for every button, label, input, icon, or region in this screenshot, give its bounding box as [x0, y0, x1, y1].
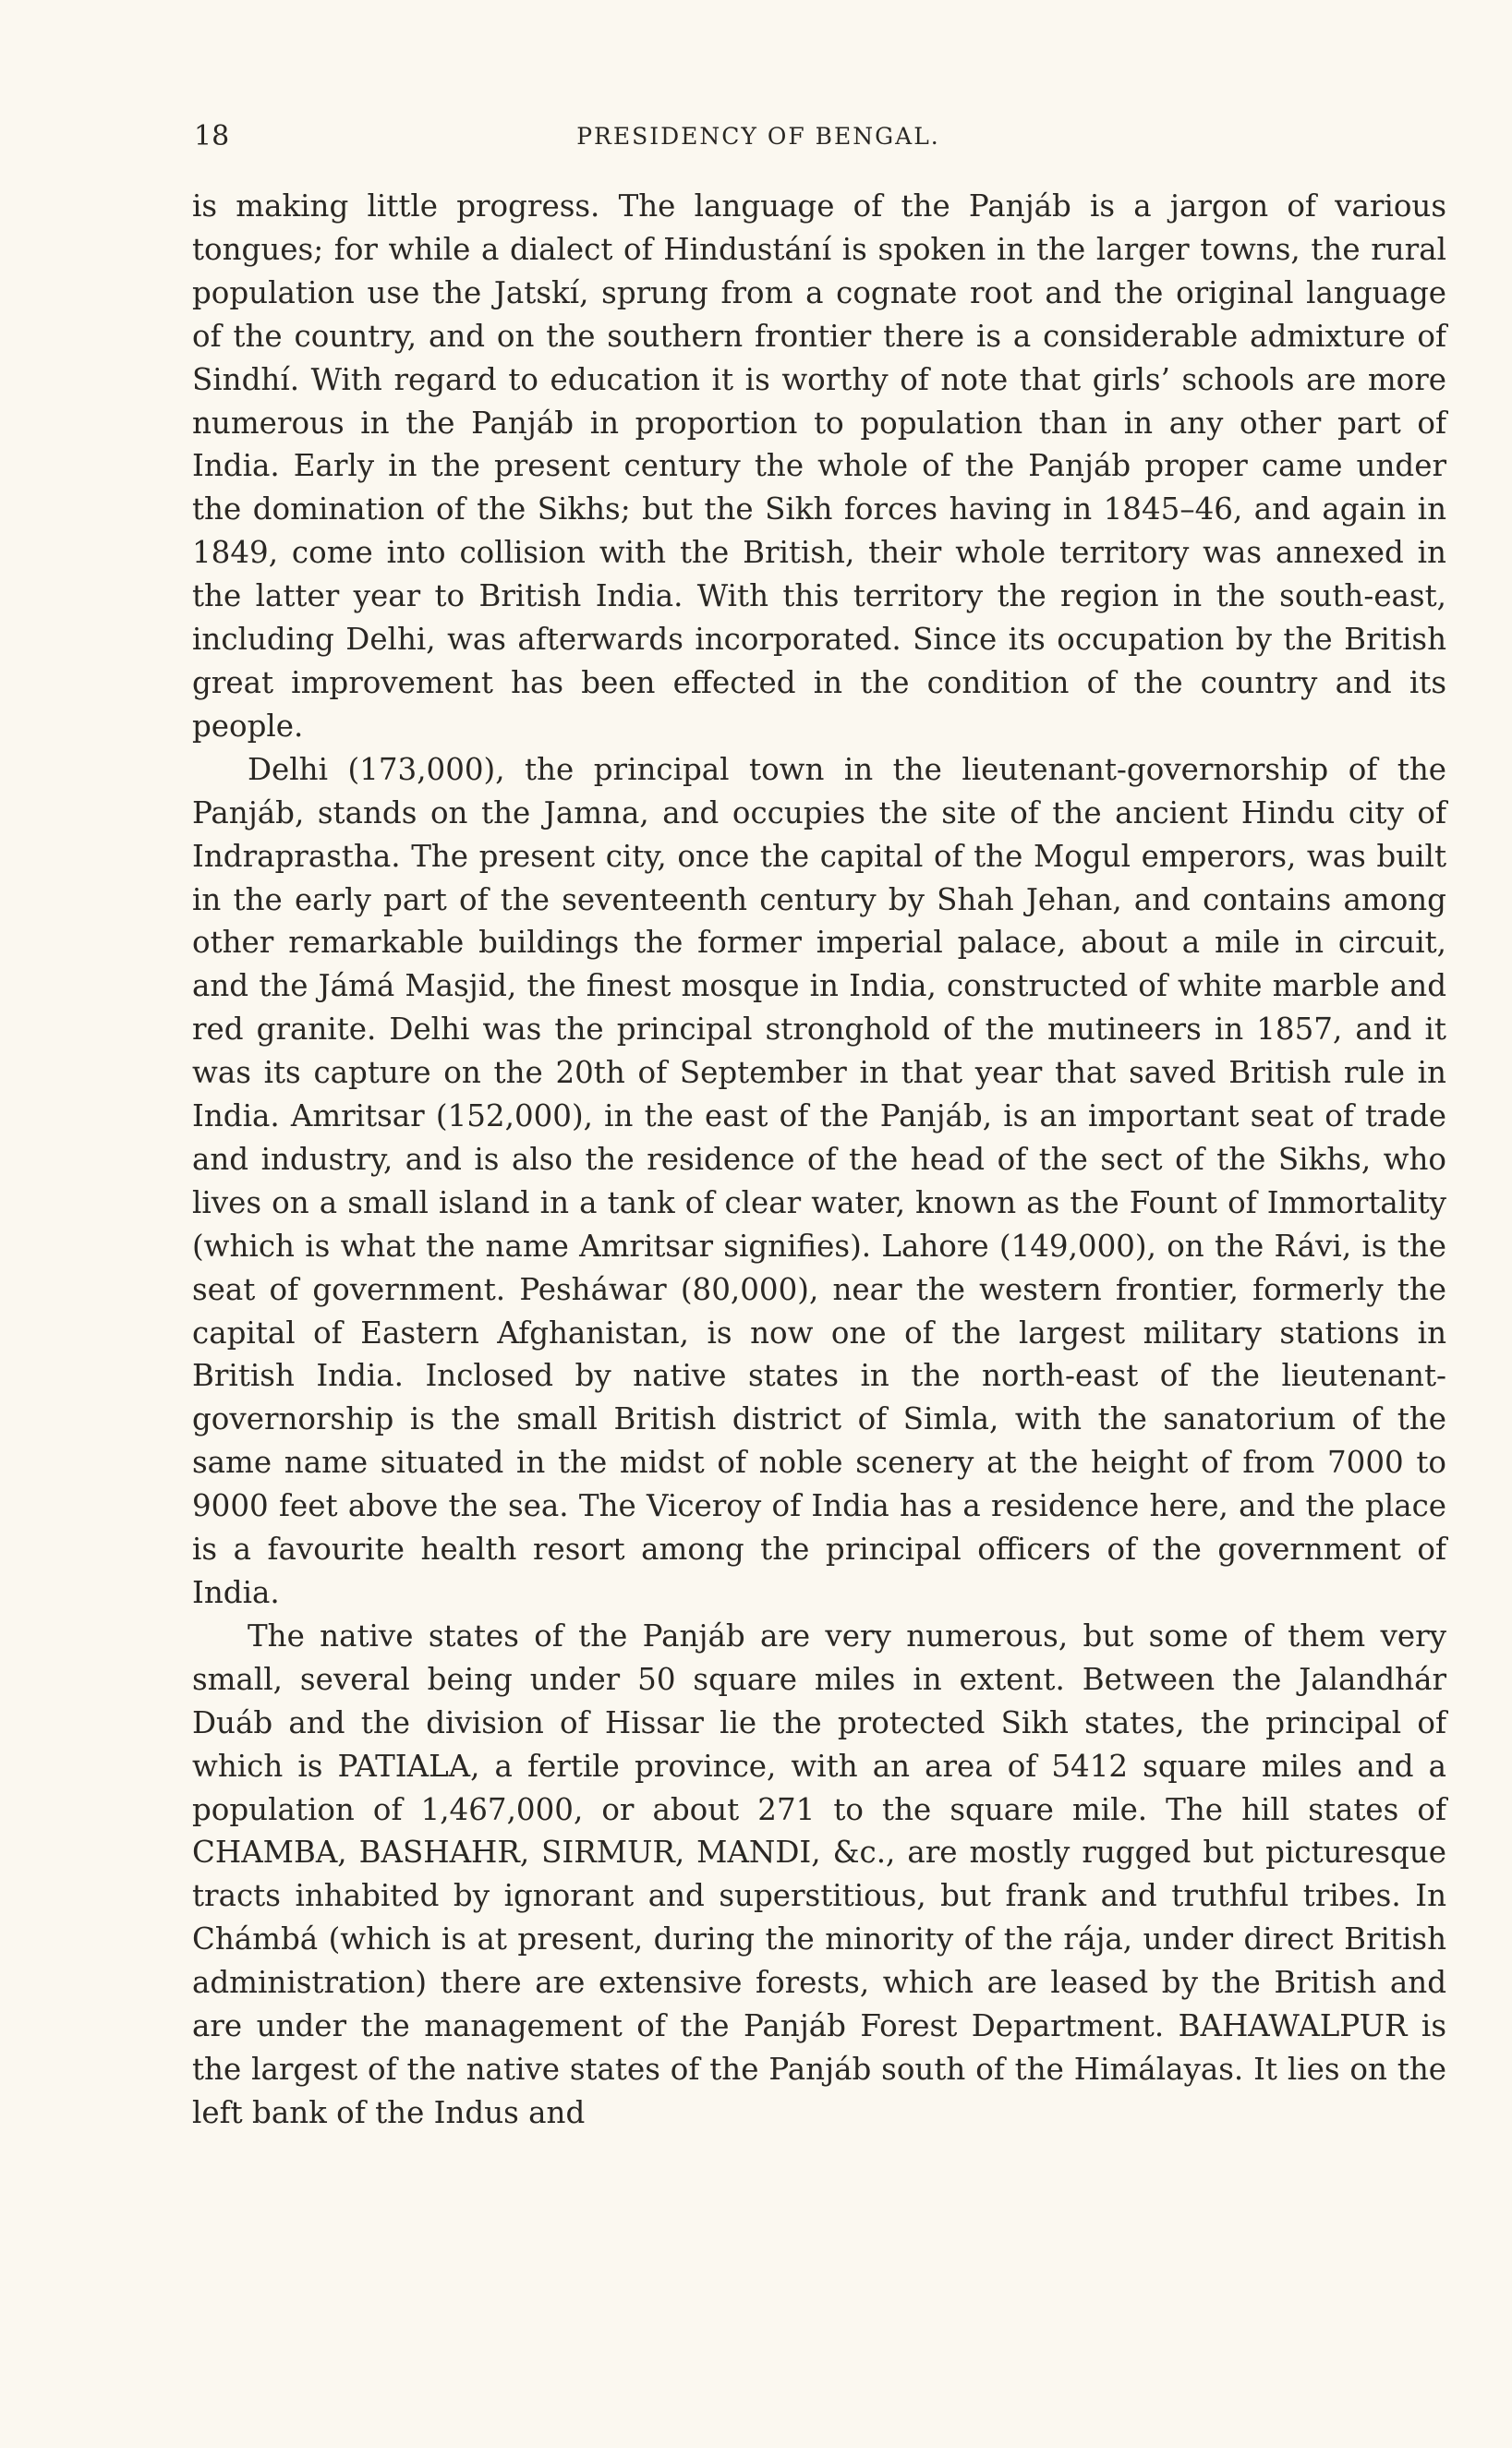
running-head: [194, 118, 1323, 155]
paragraph: Delhi (173,000), the principal town in the lieutenant-governorship of the Panjáb, stands on the Jamna, and occupies the site of the ancient Hindu city of Indraprastha. The present city, once the capital of the Mogul emperors, was built in the early part of the seventeenth century by Shah Jehan, and contains among other remarkable buildings the former imperial palace, about a mile in circuit, and the Jámá Masjid, the finest mosque in India, constructed of white marble and red granite. Delhi was the principal stronghold of the mutineers in 1857, and it was its capture on the 20th of September in that year that saved British rule in India. Amritsar (152,000), in the east of the Panjáb, is an important seat of trade and industry, and is also the residence of the head of the sect of the Sikhs, who lives on a small island in a tank of clear water, known as the Fount of Immortality (which is what the name Amritsar signifies). Lahore (149,000), on the Rávi, is the seat of government. Pesháwar (80,000), near the western frontier, formerly the capital of Eastern Afghanistan, is now one of the largest military stations in British India. Inclosed by native states in the north-east of the lieutenant-governorship is the small British district of Simla, with the sanatorium of the same name situated in the midst of noble scenery at the height of from 7000 to 9000 feet above the sea. The Viceroy of India has a residence here, and the place is a favourite health resort among the principal officers of the government of India.: [192, 751, 1446, 1610]
paragraph: The native states of the Panjáb are very numerous, but some of them very small, several being under 50 square miles in extent. Between the Jalandhár Duáb and the division of Hissar lie the protected Sikh states, the principal of which is PATIALA, a fertile province, with an area of 5412 square miles and a population of 1,467,000, or about 271 to the square mile. The hill states of CHAMBA, BASHAHR, SIRMUR, MANDI, &c., are mostly rugged but picturesque tracts inhabited by ignorant and superstitious, but frank and truthful tribes. In Chámbá (which is at present, during the minority of the rája, under direct British administration) there are extensive forests, which are leased by the British and are under the management of the Panjáb Forest Department. BAHAWALPUR is the largest of the native states of the Panjáb south of the Himálayas. It lies on the left bank of the Indus and: [192, 1618, 1446, 2130]
page-number: 18: [194, 120, 230, 152]
body-text: [192, 185, 1446, 2135]
paragraph: is making little progress. The language of the Panjáb is a jargon of various tongues; for while a dialect of Hindustání is spoken in the larger towns, the rural population use the Jatskí, sprung from a cognate root and the original language of the country, and on the southern frontier there is a considerable admixture of Sindhí. With regard to education it is worthy of note that girls’ schools are more numerous in the Panjáb in proportion to population than in any other part of India. Early in the present century the whole of the Panjáb proper came under the domination of the Sikhs; but the Sikh forces having in 1845–46, and again in 1849, come into collision with the British, their whole territory was annexed in the latter year to British India. With this territory the region in the south-east, including Delhi, was afterwards incorporated. Since its occupation by the British great improvement has been effected in the condition of the country and its people.: [192, 188, 1446, 744]
running-head-title: PRESIDENCY OF BENGAL.: [576, 123, 940, 150]
